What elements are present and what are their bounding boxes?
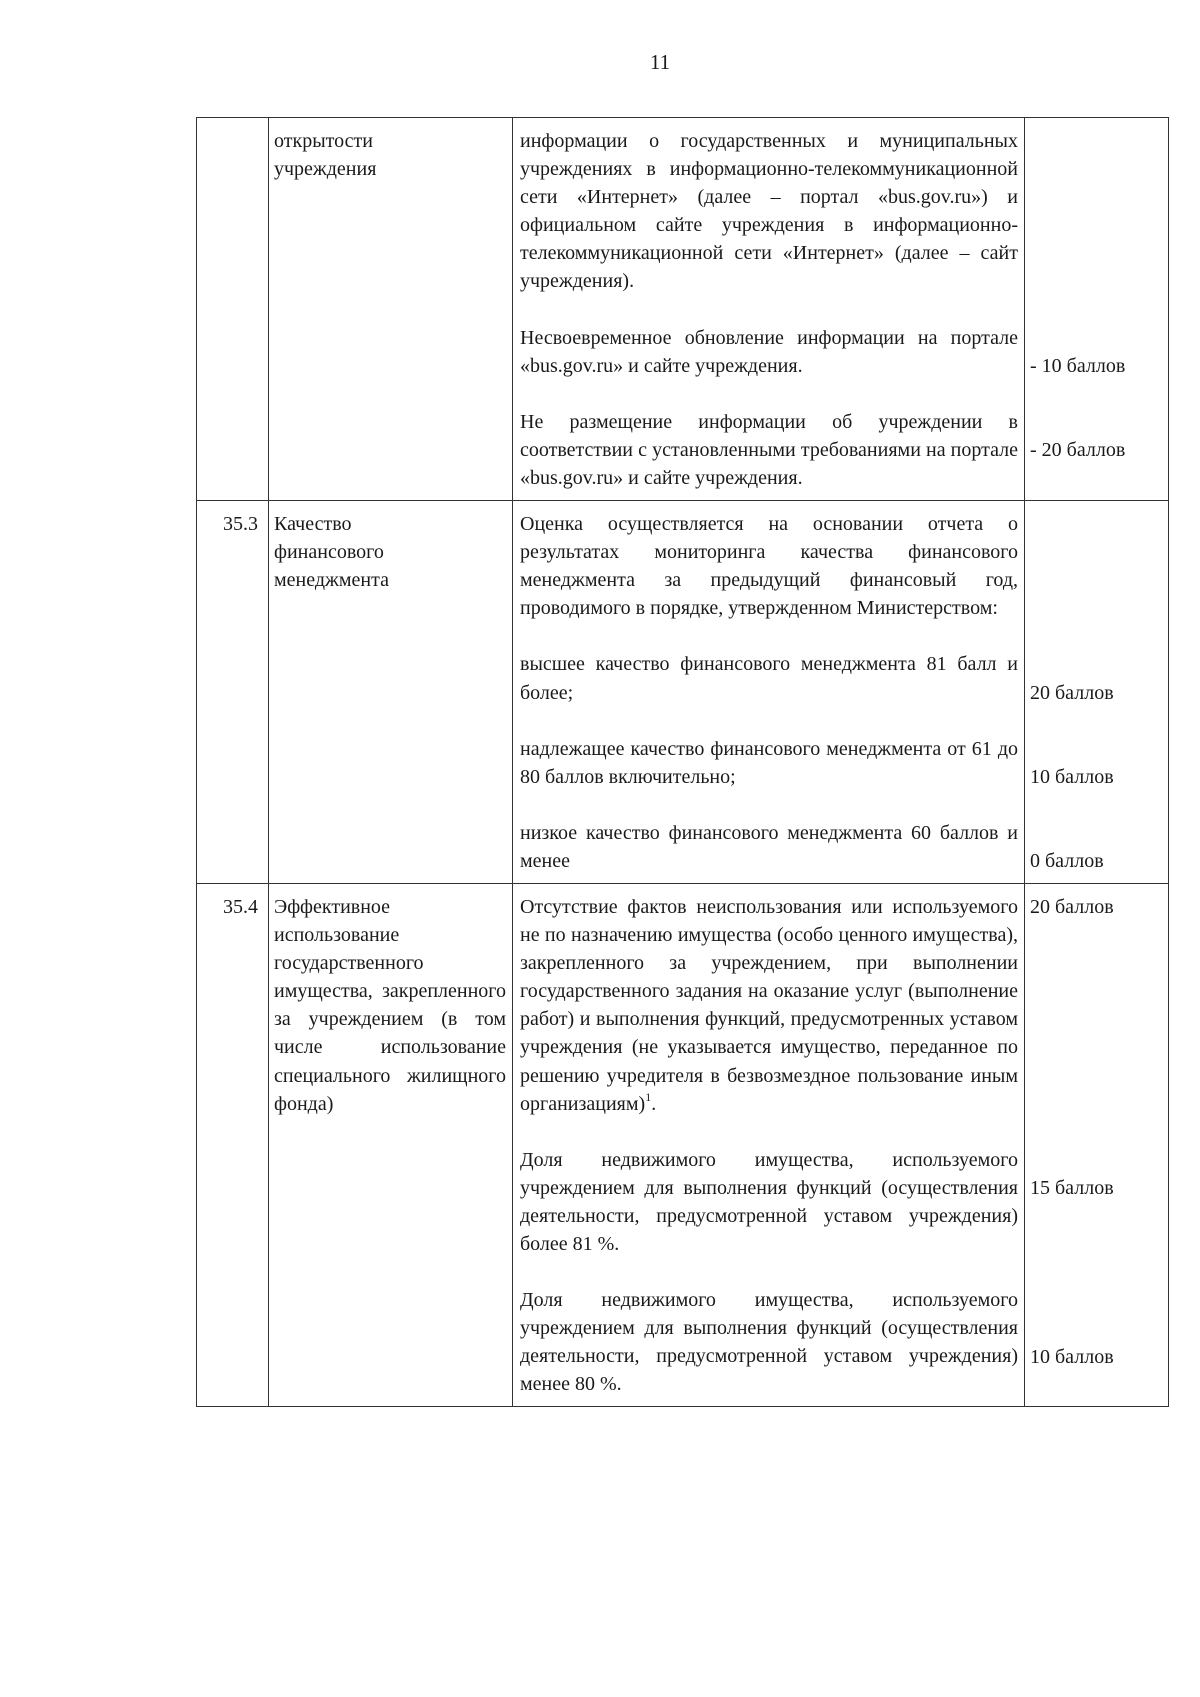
item-score: - 10 баллов xyxy=(1030,355,1126,377)
row-number xyxy=(197,118,269,501)
table-row xyxy=(197,883,1169,1407)
criterion-name-text: Эффективное использование государственного имущества, закрепленного за учреждением (в том числе использование специального жилищного фонда) xyxy=(274,895,506,1115)
page-number: 11 xyxy=(649,50,671,74)
item-text: Доля недвижимого имущества, используемого учреждением для выполнения функций (осуществления деятельности, предусмотренной уставом учреждения) более 81 %. xyxy=(520,1148,1018,1255)
criterion-name xyxy=(269,883,513,1407)
item-score: - 20 баллов xyxy=(1030,439,1126,462)
item-score: 20 баллов xyxy=(1030,895,1114,918)
item-text: Не размещение информации об учреждении в соответствии с установленными требованиями на портале «bus.gov.ru» и сайте учреждения. xyxy=(520,410,1018,489)
criterion-description xyxy=(513,118,1025,501)
description-text: информации о государственных и муниципальных учреждениях в информационно-телекоммуникационной сети «Интернет» (далее – портал «bus.gov.ru») и официальном сайте учреждения в информационно-телекоммуникационной сети «Интернет» (далее – сайт учреждения). xyxy=(520,130,1018,293)
criterion-name xyxy=(269,501,513,884)
item-score: 10 баллов xyxy=(1030,765,1114,788)
item-text xyxy=(520,893,1018,1118)
item-text-end: . xyxy=(651,1092,657,1115)
criterion-name-text: открытости учреждения xyxy=(274,130,377,181)
criterion-description xyxy=(513,501,1025,884)
item-text: низкое качество финансового менеджмента 60 баллов и менее xyxy=(520,821,1018,872)
item-text-body: Отсутствие фактов неиспользования или используемого не по назначению имущества (особо ценного имущества), закрепленного за учреждением, при выполнении государственного задания на оказание услуг (выполнение работ) и выполнения функций, предусмотренных уставом учреждения (не указывается имущество, переданное по решению учредителя в безвозмездное пользование иным организациям) xyxy=(520,895,1018,1115)
item-score: 15 баллов xyxy=(1030,1177,1114,1200)
item-score: 20 баллов xyxy=(1030,681,1114,704)
score-cell xyxy=(1025,501,1169,884)
item-text: высшее качество финансового менеджмента 81 балл и более; xyxy=(520,653,1018,704)
item-text: надлежащее качество финансового менеджмента от 61 до 80 баллов включительно; xyxy=(520,737,1018,788)
table-row xyxy=(197,501,1169,884)
criterion-name-text: Качество финансового менеджмента xyxy=(274,513,389,592)
item-text: Доля недвижимого имущества, используемого учреждением для выполнения функций (осуществления деятельности, предусмотренной уставом учреждения) менее 80 %. xyxy=(520,1289,1018,1396)
description-text: Оценка осуществляется на основании отчета о результатах мониторинга качества финансового менеджмента за предыдущий финансовый год, проводимого в порядке, утвержденном Министерством: xyxy=(520,513,1018,620)
item-score: 0 баллов xyxy=(1030,849,1104,872)
table-row xyxy=(197,118,1169,501)
criteria-table xyxy=(196,117,1169,1407)
criterion-name xyxy=(269,118,513,501)
item-score: 10 баллов xyxy=(1030,1345,1114,1368)
item-text: Несвоевременное обновление информации на портале «bus.gov.ru» и сайте учреждения. xyxy=(520,326,1018,377)
footnote-marker: 1 xyxy=(645,1089,652,1104)
score-cell xyxy=(1025,118,1169,501)
row-number: 35.4 xyxy=(197,883,269,1407)
row-number: 35.3 xyxy=(197,501,269,884)
criterion-description xyxy=(513,883,1025,1407)
score-cell xyxy=(1025,883,1169,1407)
